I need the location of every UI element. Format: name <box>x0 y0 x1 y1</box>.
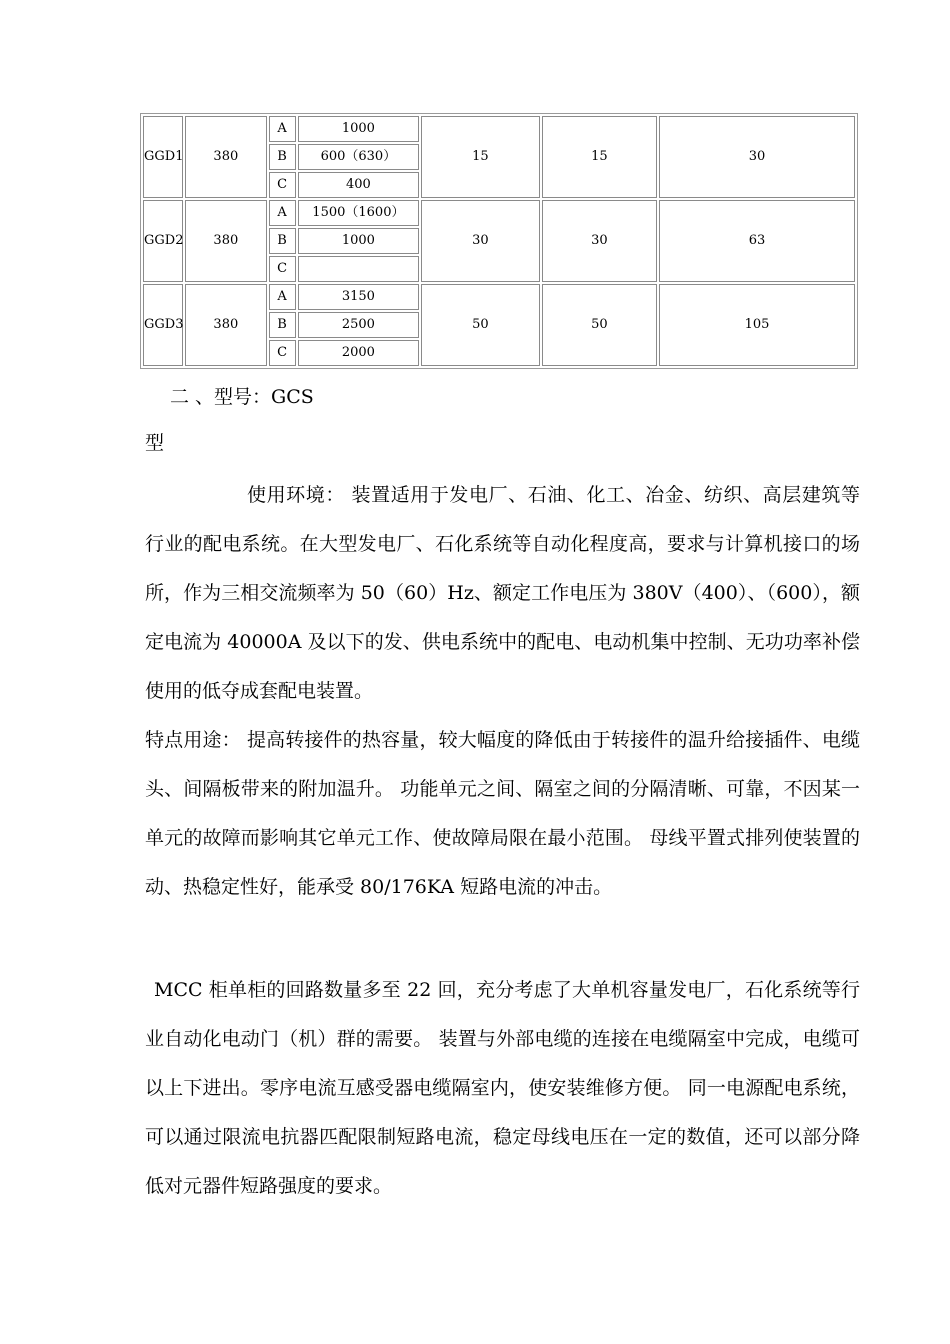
grade-cell: B <box>269 228 296 254</box>
table-row <box>143 116 855 142</box>
grade-cell: C <box>269 172 296 198</box>
voltage-cell: 380 <box>185 200 266 282</box>
model-cell: GGD2 <box>143 200 183 282</box>
grade-cell: A <box>269 116 296 142</box>
current-cell: 3150 <box>298 284 420 310</box>
value-cell: 105 <box>659 284 855 366</box>
current-cell: 1000 <box>298 228 420 254</box>
current-cell: 400 <box>298 172 420 198</box>
grade-cell: C <box>269 256 296 282</box>
grade-cell: A <box>269 284 296 310</box>
spec-table <box>140 113 858 369</box>
table-row <box>143 284 855 310</box>
current-cell: 1500（1600） <box>298 200 420 226</box>
voltage-cell: 380 <box>185 116 266 198</box>
current-cell <box>298 256 420 282</box>
current-cell: 1000 <box>298 116 420 142</box>
current-cell: 600（630） <box>298 144 420 170</box>
paragraph-features: 特点用途： 提高转接件的热容量，较大幅度的降低由于转接件的温升给接插件、电缆头、间隔板带来的附加温升。 功能单元之间、隔室之间的分隔清晰、可靠，不因某一单元的故障而影响其它单元工作、使故障局限在最小范围。 母线平置式排列使装置的动、热稳定性好，能承受 80/176KA 短路电流的冲击。 <box>145 729 860 898</box>
grade-cell: A <box>269 200 296 226</box>
model-cell: GGD3 <box>143 284 183 366</box>
value-cell: 30 <box>659 116 855 198</box>
value-cell: 50 <box>542 284 657 366</box>
section-heading-continuation: 型 <box>145 432 165 454</box>
value-cell: 50 <box>421 284 540 366</box>
current-cell: 2000 <box>298 340 420 366</box>
value-cell: 15 <box>542 116 657 198</box>
voltage-cell: 380 <box>185 284 266 366</box>
model-cell: GGD1 <box>143 116 183 198</box>
paragraph-usage-environment: 使用环境： 装置适用于发电厂、石油、化工、冶金、纺织、高层建筑等行业的配电系统。在大型发电厂、石化系统等自动化程度高，要求与计算机接口的场所，作为三相交流频率为 50（60）Hz、额定工作电压为 380V（400）、（600），额定电流为 40000A 及以下的发、供电系统中的配电、电动机集中控制、无功功率补偿使用的低夺成套配电装置。 <box>145 484 860 702</box>
section-heading: 二 、型号：GCS <box>170 386 314 408</box>
paragraph-mcc: MCC 柜单柜的回路数量多至 22 回，充分考虑了大单机容量发电厂，石化系统等行业自动化电动门（机）群的需要。 装置与外部电缆的连接在电缆隔室中完成，电缆可以上下进出。零序电流互感受器电缆隔室内，使安装维修方便。 同一电源配电系统，可以通过限流电抗器匹配限制短路电流，稳定母线电压在一定的数值，还可以部分降低对元器件短路强度的要求。 <box>145 979 860 1197</box>
value-cell: 30 <box>421 200 540 282</box>
grade-cell: C <box>269 340 296 366</box>
current-cell: 2500 <box>298 312 420 338</box>
grade-cell: B <box>269 144 296 170</box>
value-cell: 30 <box>542 200 657 282</box>
value-cell: 63 <box>659 200 855 282</box>
table-row <box>143 200 855 226</box>
value-cell: 15 <box>421 116 540 198</box>
grade-cell: B <box>269 312 296 338</box>
